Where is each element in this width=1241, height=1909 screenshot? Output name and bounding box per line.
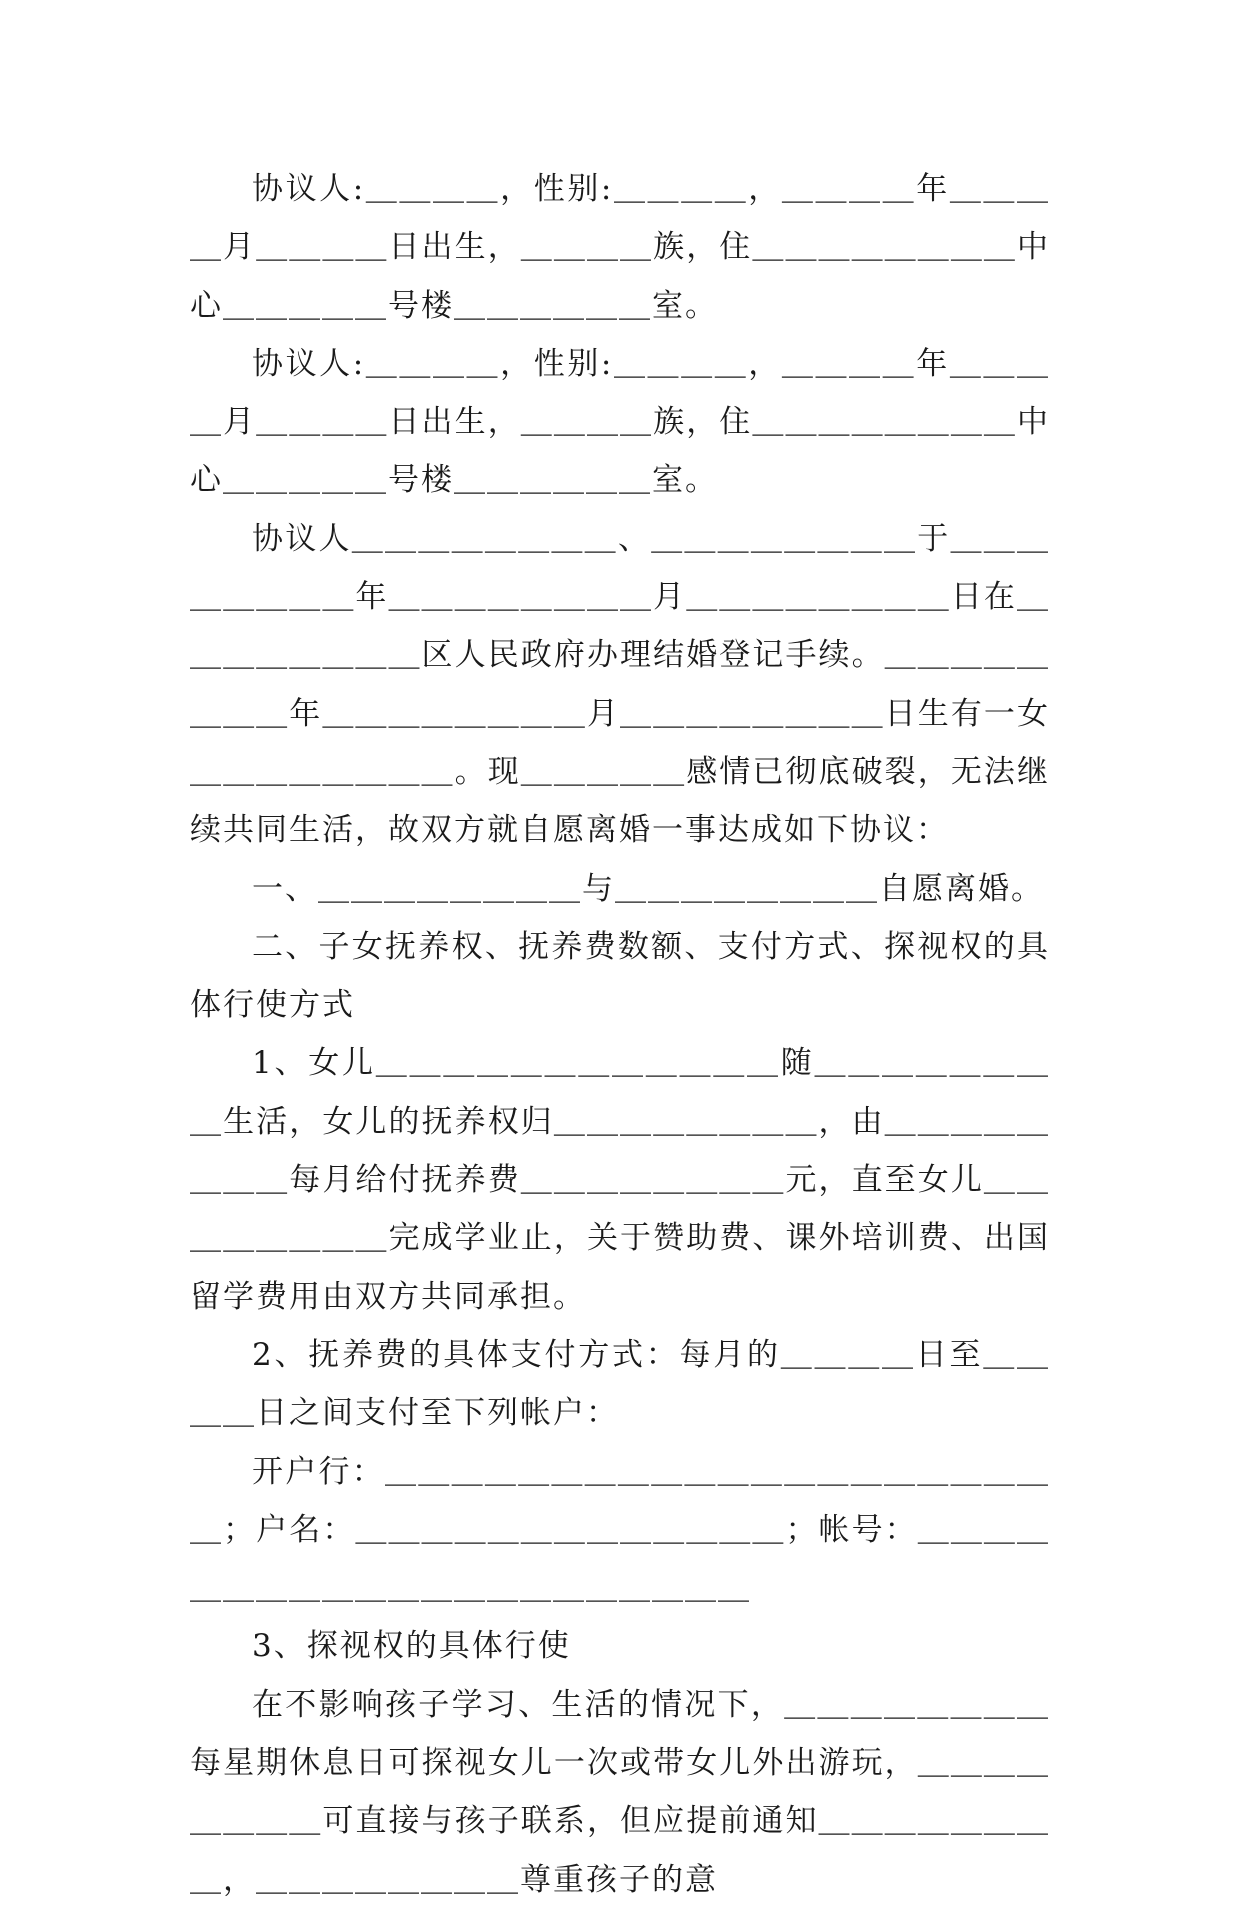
visitation-clause: 在不影响孩子学习、生活的情况下，＿＿＿＿＿＿＿＿每星期休息日可探视女儿一次或带女儿外出游玩，＿＿＿＿＿＿＿＿可直接与孩子联系，但应提前通知＿＿＿＿＿＿＿＿，＿＿＿＿＿＿＿＿尊重孩子的意 — [190, 1686, 1050, 1898]
agreement-body — [190, 160, 1050, 1909]
clause-one: 一、＿＿＿＿＿＿＿＿与＿＿＿＿＿＿＿＿自愿离婚。 — [252, 870, 1044, 907]
visitation-heading: 3、探视权的具体行使 — [252, 1628, 571, 1665]
marriage-background-paragraph: 协议人＿＿＿＿＿＿＿＿、＿＿＿＿＿＿＿＿于＿＿＿＿＿＿＿＿年＿＿＿＿＿＿＿＿月＿＿＿＿＿＿＿＿日在＿＿＿＿＿＿＿＿区人民政府办理结婚登记手续。＿＿＿＿＿＿＿＿年＿＿＿＿＿＿＿＿月＿＿＿＿＿＿＿＿日生有一女＿＿＿＿＿＿＿＿。现＿＿＿＿＿感情已彻底破裂，无法继续共同生活，故双方就自愿离婚一事达成如下协议： — [190, 520, 1050, 849]
bank-account-fields: 开户行：＿＿＿＿＿＿＿＿＿＿＿＿＿＿＿＿＿＿＿＿＿；户名：＿＿＿＿＿＿＿＿＿＿＿＿＿；帐号：＿＿＿＿＿＿＿＿＿＿＿＿＿＿＿＿＿＿＿＿＿ — [190, 1453, 1050, 1607]
custody-clause: 1、女儿＿＿＿＿＿＿＿＿＿＿＿＿随＿＿＿＿＿＿＿＿生活，女儿的抚养权归＿＿＿＿＿＿＿＿，由＿＿＿＿＿＿＿＿每月给付抚养费＿＿＿＿＿＿＿＿元，直至女儿＿＿＿＿＿＿＿＿完成学业止，关于赞助费、课外培训费、出国留学费用由双方共同承担。 — [190, 1045, 1050, 1315]
clause-two-heading: 二、子女抚养权、抚养费数额、支付方式、探视权的具体行使方式 — [190, 928, 1050, 1024]
payment-method-clause: 2、抚养费的具体支付方式：每月的＿＿＿＿日至＿＿＿＿日之间支付至下列帐户： — [190, 1336, 1050, 1432]
party-one-paragraph: 协议人:＿＿＿＿，性别:＿＿＿＿，＿＿＿＿年＿＿＿＿月＿＿＿＿日出生，＿＿＿＿族，住＿＿＿＿＿＿＿＿中心＿＿＿＿＿号楼＿＿＿＿＿＿室。 — [190, 171, 1050, 324]
party-two-paragraph: 协议人:＿＿＿＿，性别:＿＿＿＿，＿＿＿＿年＿＿＿＿月＿＿＿＿日出生，＿＿＿＿族，住＿＿＿＿＿＿＿＿中心＿＿＿＿＿号楼＿＿＿＿＿＿室。 — [190, 345, 1050, 499]
